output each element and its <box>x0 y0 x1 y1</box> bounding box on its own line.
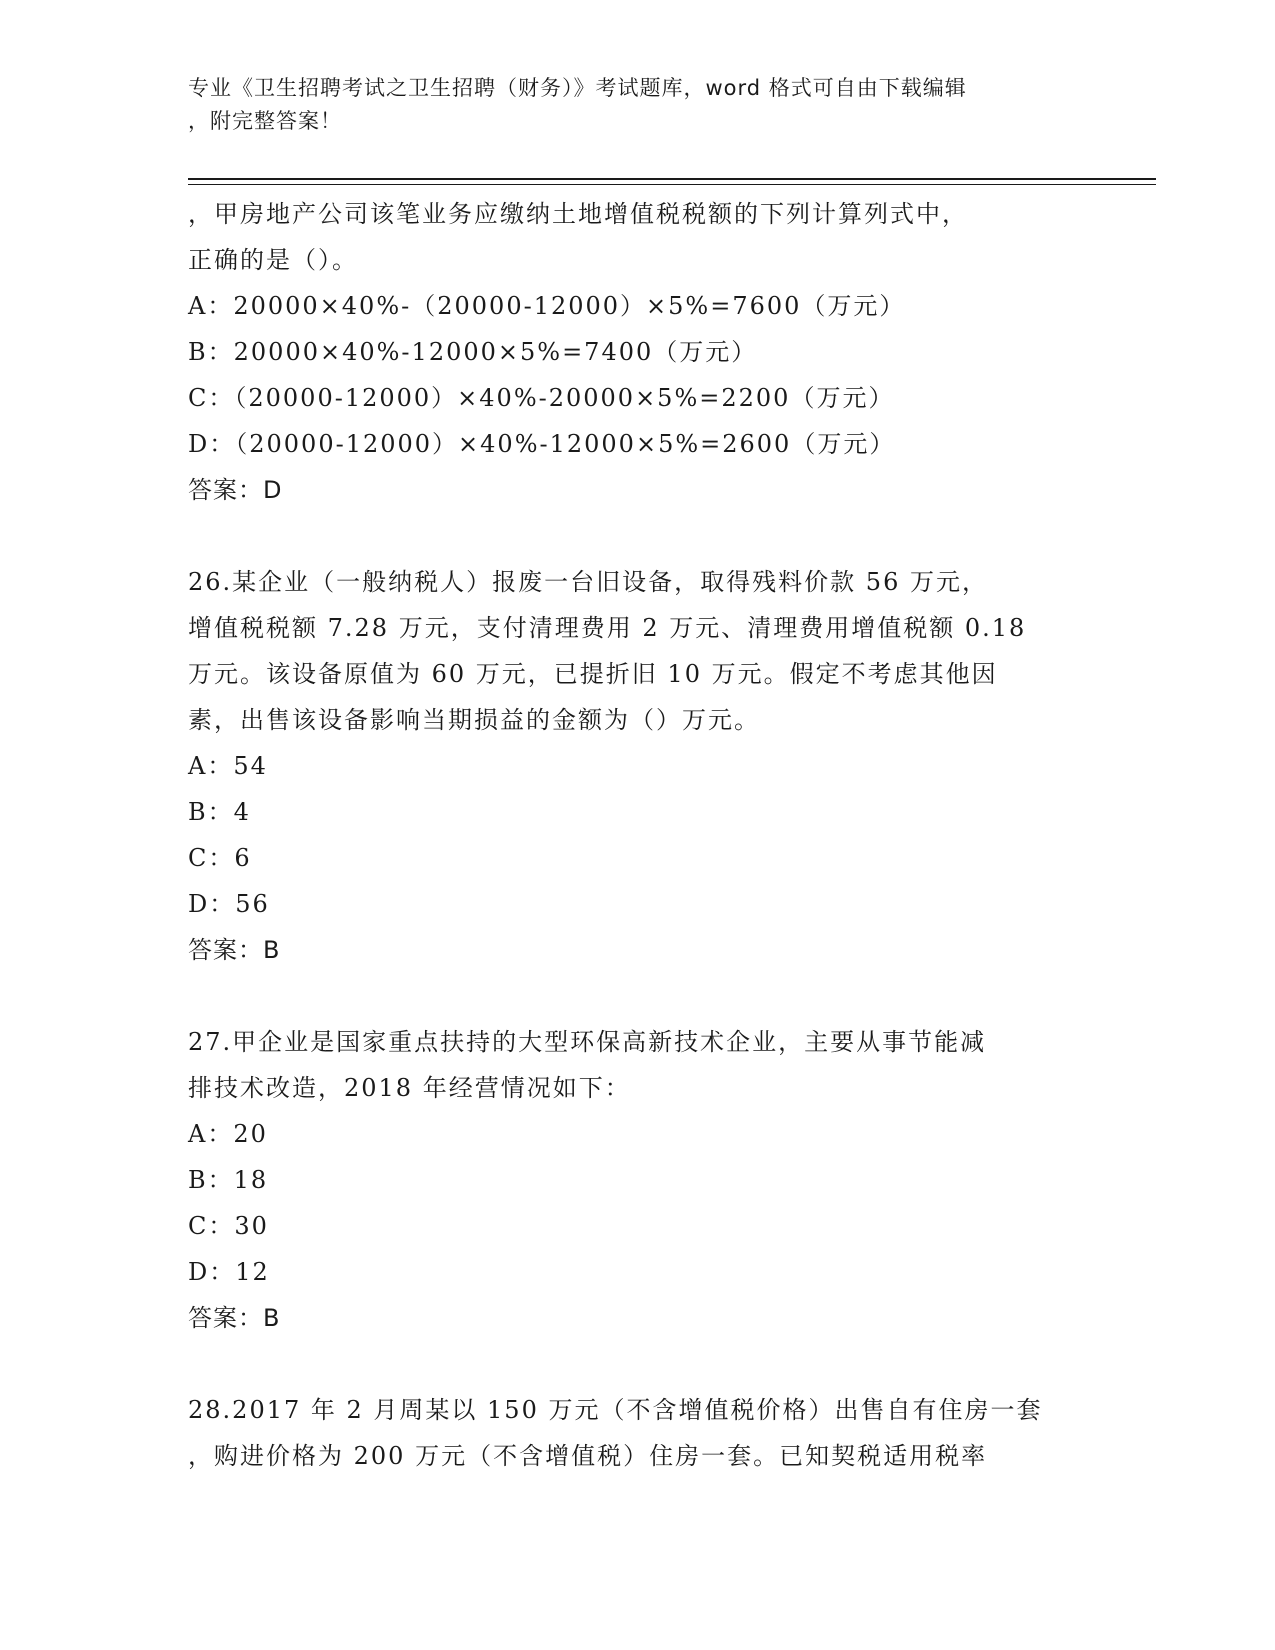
question-25 <box>188 191 1088 513</box>
option-c: C：（20000-12000）×40%-20000×5%=2200（万元） <box>188 384 895 412</box>
question-stem-line: 素，出售该设备影响当期损益的金额为（）万元。 <box>188 706 760 734</box>
option-a: A：20000×40%-（20000-12000）×5%=7600（万元） <box>188 292 906 320</box>
question-stem-line: 排技术改造，2018 年经营情况如下： <box>188 1074 631 1102</box>
document-header <box>188 72 1068 138</box>
answer: 答案：D <box>188 476 283 504</box>
option-b: B：20000×40%-12000×5%=7400（万元） <box>188 338 758 366</box>
question-27 <box>188 1019 1088 1341</box>
option-a: A：20 <box>188 1120 268 1148</box>
header-line-2: ，附完整答案！ <box>188 109 342 133</box>
question-26 <box>188 559 1088 973</box>
option-c: C：30 <box>188 1212 269 1240</box>
question-stem-line: ，购进价格为 200 万元（不含增值税）住房一套。已知契税适用税率 <box>188 1442 988 1470</box>
option-b: B：18 <box>188 1166 269 1194</box>
question-stem-line: 万元。该设备原值为 60 万元，已提折旧 10 万元。假定不考虑其他因 <box>188 660 998 688</box>
question-stem-line: 28.2017 年 2 月周某以 150 万元（不含增值税价格）出售自有住房一套 <box>188 1396 1043 1424</box>
question-stem-line: 正确的是（）。 <box>188 246 358 274</box>
header-rule-thick <box>188 178 1156 180</box>
option-d: D：56 <box>188 890 270 918</box>
header-line-1: 专业《卫生招聘考试之卫生招聘（财务）》考试题库，word 格式可自由下载编辑 <box>188 76 967 100</box>
question-list <box>188 191 1088 1479</box>
header-rule-thin <box>188 184 1156 185</box>
question-28 <box>188 1387 1088 1479</box>
option-c: C：6 <box>188 844 252 872</box>
spacer <box>188 513 1088 559</box>
option-d: D：（20000-12000）×40%-12000×5%=2600（万元） <box>188 430 896 458</box>
answer: 答案：B <box>188 936 281 964</box>
question-stem-line: ，甲房地产公司该笔业务应缴纳土地增值税税额的下列计算列式中， <box>188 200 968 228</box>
option-b: B：4 <box>188 798 251 826</box>
question-stem-line: 26.某企业（一般纳税人）报废一台旧设备，取得残料价款 56 万元， <box>188 568 988 596</box>
spacer <box>188 1341 1088 1387</box>
spacer <box>188 973 1088 1019</box>
question-stem-line: 27.甲企业是国家重点扶持的大型环保高新技术企业，主要从事节能减 <box>188 1028 987 1056</box>
option-d: D：12 <box>188 1258 270 1286</box>
answer: 答案：B <box>188 1304 281 1332</box>
question-stem-line: 增值税税额 7.28 万元，支付清理费用 2 万元、清理费用增值税额 0.18 <box>188 614 1027 642</box>
option-a: A：54 <box>188 752 268 780</box>
